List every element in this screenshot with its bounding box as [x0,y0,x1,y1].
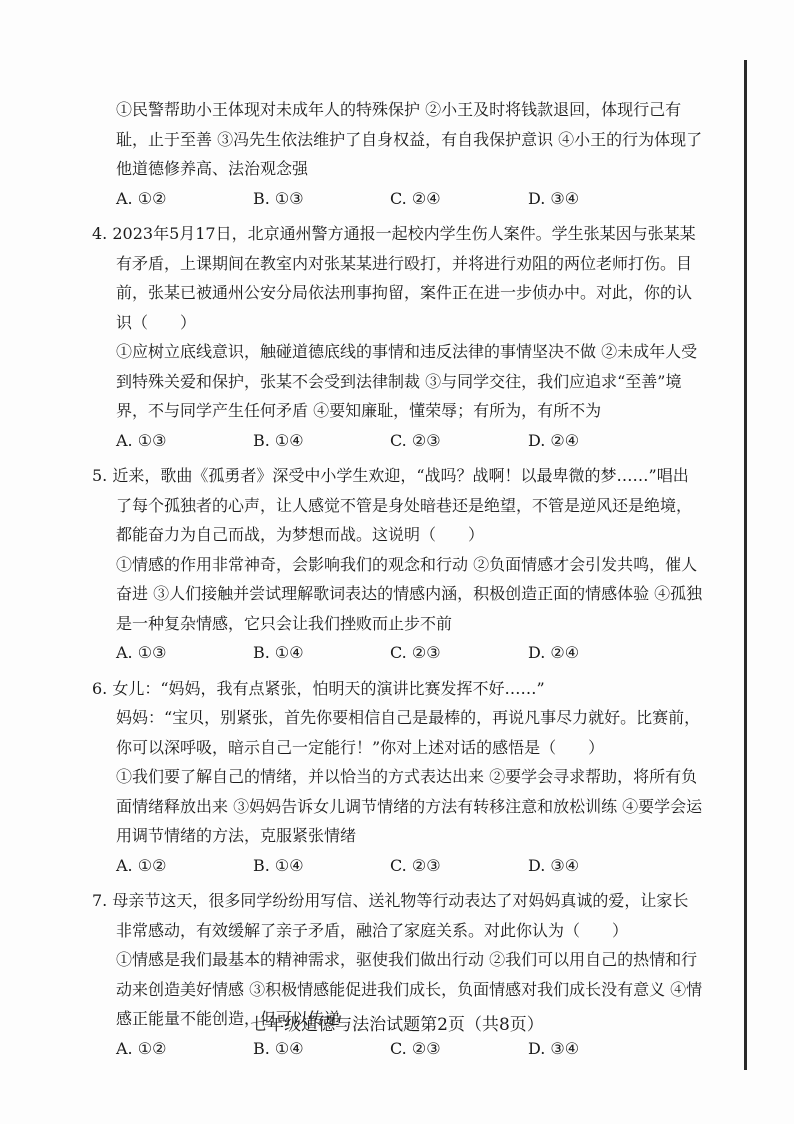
q7-option-d: D. ③④ [528,1039,580,1058]
q5-option-a: A. ①③ [116,643,167,662]
q4-option-c: C. ②③ [390,431,441,450]
q5-option-b: B. ①④ [253,643,304,662]
q3-line-1: ①民警帮助小王体现对未成年人的特殊保护 ②小王及时将钱款退回，体现行己有 [116,100,682,119]
q5-line-3: 都能奋力为自己而战，为梦想而战。这说明（ ） [116,525,485,544]
q7-line-3: ①情感是我们最基本的精神需求，驱使我们做出行动 ②我们可以用自己的热情和行 [116,950,698,969]
q7-line-5: 感正能量不能创造，但可以传递 [116,1009,341,1028]
q4-line-4: 识（ ） [116,313,197,332]
q3-option-c: C. ②④ [390,189,441,208]
q7-line-2: 非常感动，有效缓解了亲子矛盾，融洽了家庭关系。对此你认为（ ） [116,921,629,940]
q3-line-3: 他道德修养高、法治观念强 [116,159,309,178]
q7-line-4: 动来创造美好情感 ③积极情感能促进我们成长，负面情感对我们成长没有意义 ④情 [116,980,703,999]
q5-line-6: 是一种复杂情感，它只会让我们挫败而止步不前 [116,614,453,633]
q4-option-d: D. ②④ [528,431,580,450]
q6-option-b: B. ①④ [253,856,304,875]
q6-option-d: D. ③④ [528,856,580,875]
q5-option-d: D. ②④ [528,643,580,662]
q4-line-7: 界，不与同学产生任何矛盾 ④要知廉耻，懂荣辱；有所为，有所不为 [116,401,602,420]
q7-line-1: 7. 母亲节这天，很多同学纷纷用写信、送礼物等行动表达了对妈妈真诚的爱，让家长 [92,891,689,910]
q6-line-2: 妈妈：“宝贝，别紧张，首先你要相信自己是最棒的，再说凡事尽力就好。比赛前， [116,708,701,727]
q6-line-6: 用调节情绪的方法，克服紧张情绪 [116,826,357,845]
q4-line-2: 有矛盾，上课期间在教室内对张某某进行殴打，并将进行劝阻的两位老师打伤。目 [116,254,693,273]
q4-line-1: 4. 2023年5月17日，北京通州警方通报一起校内学生伤人案件。学生张某因与张某某 [92,224,696,243]
q7-option-c: C. ②③ [390,1039,441,1058]
page-footer: 七年级道德与法治试题第2页（共8页） [250,1015,544,1035]
q4-line-3: 前，张某已被通州公安分局依法刑事拘留，案件正在进一步侦办中。对此，你的认 [116,283,693,302]
q4-option-a: A. ①③ [116,431,167,450]
scan-edge-line [744,60,747,1070]
q6-line-4: ①我们要了解自己的情绪，并以恰当的方式表达出来 ②要学会寻求帮助，将所有负 [116,767,698,786]
q5-line-4: ①情感的作用非常神奇，会影响我们的观念和行动 ②负面情感才会引发共鸣，催人 [116,555,698,574]
q4-option-b: B. ①④ [253,431,304,450]
q3-option-b: B. ①③ [253,189,304,208]
q5-line-2: 了每个孤独者的心声，让人感觉不管是身处暗巷还是绝望，不管是逆风还是绝境， [116,496,693,515]
q6-line-1: 6. 女儿：“妈妈，我有点紧张，怕明天的演讲比赛发挥不好……” [92,679,545,698]
q3-option-a: A. ①② [116,189,167,208]
q6-option-a: A. ①② [116,856,167,875]
q6-line-3: 你可以深呼吸，暗示自己一定能行！”你对上述对话的感悟是（ ） [116,738,605,757]
q6-option-c: C. ②③ [390,856,441,875]
q7-option-b: B. ①④ [253,1039,304,1058]
q5-option-c: C. ②③ [390,643,441,662]
q5-line-1: 5. 近来，歌曲《孤勇者》深受中小学生欢迎，“战吗？战啊！以最卑微的梦……”唱出 [92,466,689,485]
q3-option-d: D. ③④ [528,189,580,208]
q4-line-5: ①应树立底线意识，触碰道德底线的事情和违反法律的事情坚决不做 ②未成年人受 [116,342,698,361]
q6-line-5: 面情绪释放出来 ③妈妈告诉女儿调节情绪的方法有转移注意和放松训练 ④要学会运 [116,797,703,816]
q7-option-a: A. ①② [116,1039,167,1058]
q5-line-5: 奋进 ③人们接触并尝试理解歌词表达的情感内涵，积极创造正面的情感体验 ④孤独 [116,584,703,603]
q3-line-2: 耻，止于至善 ③冯先生依法维护了自身权益，有自我保护意识 ④小王的行为体现了 [116,130,703,149]
q4-line-6: 到特殊关爱和保护，张某不会受到法律制裁 ③与同学交往，我们应追求“至善”境 [116,372,682,391]
